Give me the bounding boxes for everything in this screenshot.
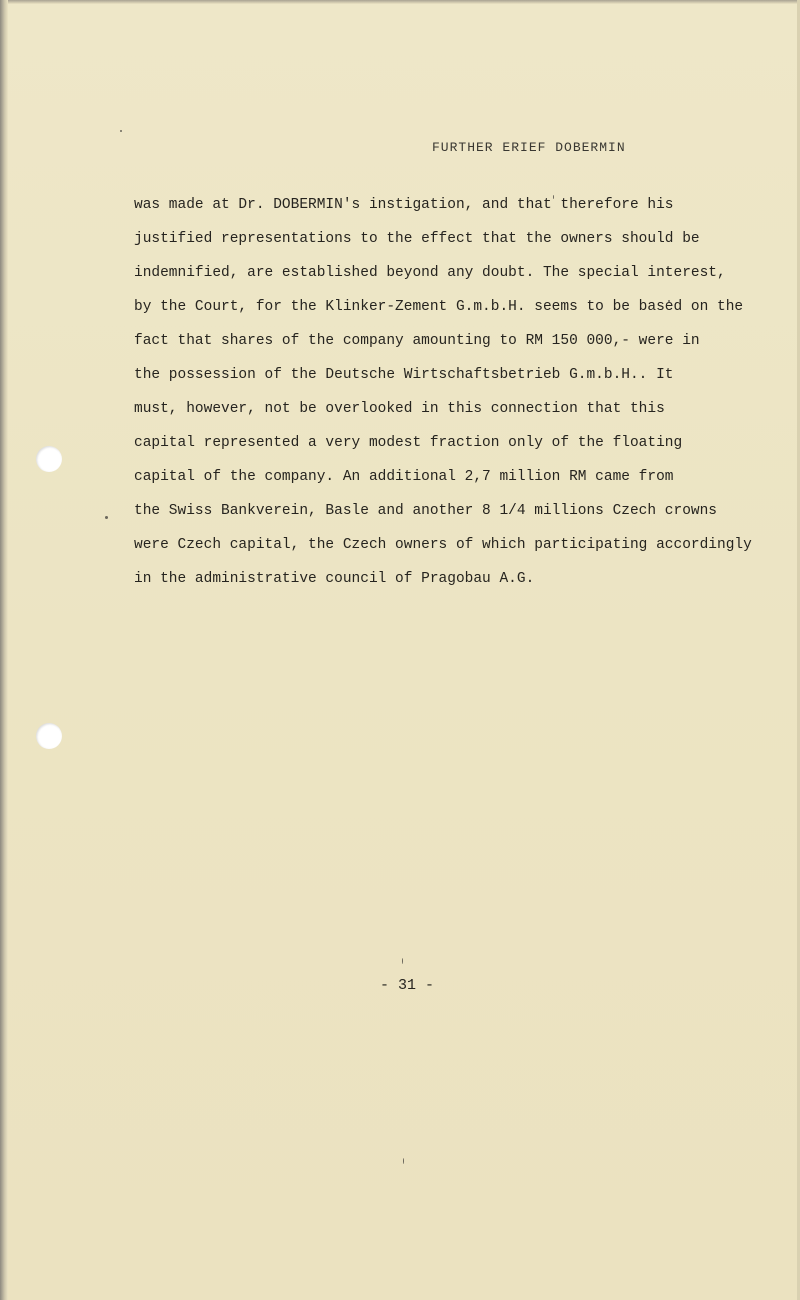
text-line: capital represented a very modest fraction only of the floating [134, 435, 683, 451]
page-top-edge [0, 0, 800, 4]
text-line: justified representations to the effect that the owners should be [134, 231, 700, 247]
text-line: fact that shares of the company amounting to RM 150 000,- were in [134, 333, 700, 349]
text-line: in the administrative council of Pragobau A.G. [134, 571, 535, 587]
text-line: was made at Dr. DOBERMIN's instigation, and that therefore his [134, 197, 674, 213]
paper-speck [105, 516, 108, 519]
paper-speck [120, 130, 122, 132]
body-text [134, 188, 752, 596]
text-line: must, however, not be overlooked in this connection that this [134, 401, 665, 417]
page-header: FURTHER ERIEF DOBERMIN [432, 140, 626, 155]
page-left-edge [0, 0, 8, 1300]
paper-speck [402, 958, 403, 964]
text-line: the possession of the Deutsche Wirtschaftsbetrieb G.m.b.H.. It [134, 367, 674, 383]
paper-speck [403, 1158, 404, 1164]
punch-hole [36, 446, 62, 472]
text-line: capital of the company. An additional 2,7 million RM came from [134, 469, 674, 485]
punch-hole [36, 723, 62, 749]
page-number: - 31 - [380, 977, 435, 994]
text-line: by the Court, for the Klinker-Zement G.m.b.H. seems to be based on the [134, 299, 744, 315]
text-line: indemnified, are established beyond any doubt. The special interest, [134, 265, 726, 281]
text-line: were Czech capital, the Czech owners of which participating accordingly [134, 537, 752, 553]
text-line: the Swiss Bankverein, Basle and another 8 1/4 millions Czech crowns [134, 503, 717, 519]
